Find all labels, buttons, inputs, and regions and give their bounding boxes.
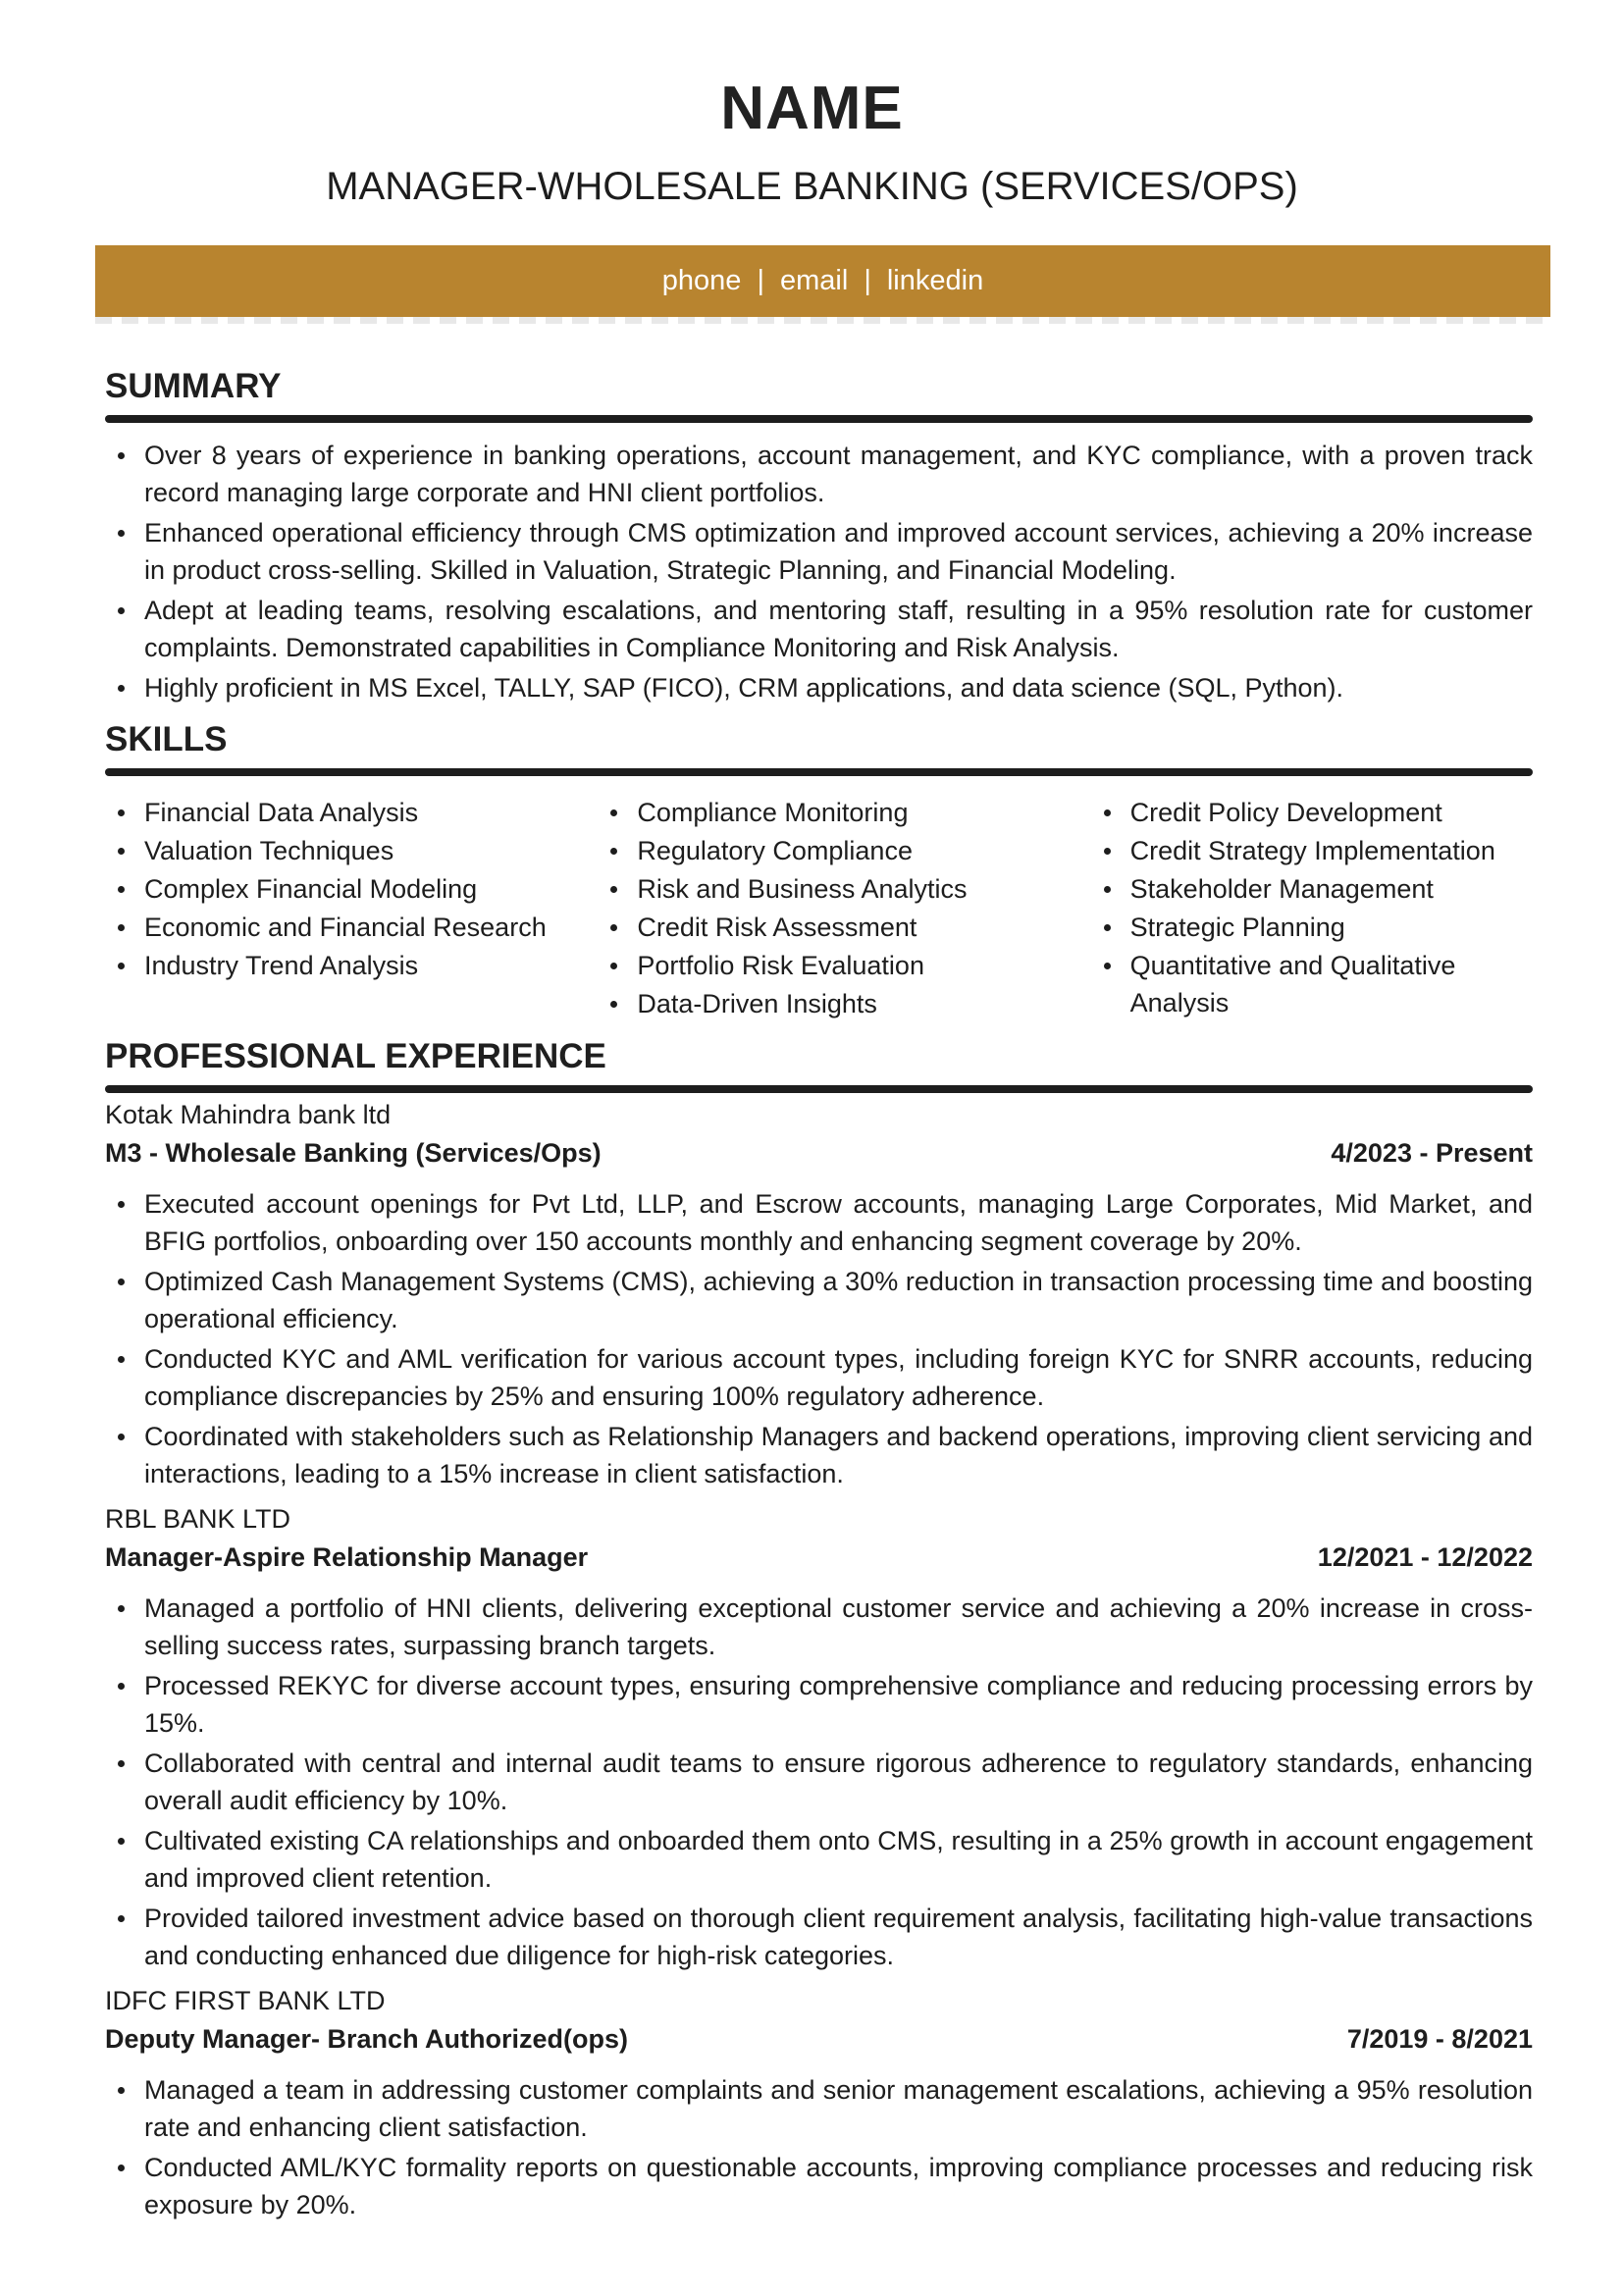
experience-section-title: PROFESSIONAL EXPERIENCE: [105, 1037, 606, 1075]
section-rule: [105, 415, 1533, 423]
job-bullet: Optimized Cash Management Systems (CMS), achieving a 30% reduction in transaction processing time and boosting operational efficiency.: [144, 1263, 1533, 1337]
job-title: Deputy Manager- Branch Authorized(ops): [105, 2024, 629, 2054]
skill-item: Compliance Monitoring: [637, 794, 1039, 831]
job-bullet: Coordinated with stakeholders such as Relationship Managers and backend operations, improving client servicing and interactions, leading to a 15% increase in client satisfaction.: [144, 1418, 1533, 1492]
job-title: Manager-Aspire Relationship Manager: [105, 1542, 589, 1572]
company-name: Kotak Mahindra bank ltd: [105, 1100, 392, 1129]
job-bullet: Collaborated with central and internal audit teams to ensure rigorous adherence to regulatory standards, enhancing overall audit efficiency by 10%.: [144, 1745, 1533, 1819]
skill-item: Portfolio Risk Evaluation: [637, 947, 1039, 984]
skill-item: Credit Strategy Implementation: [1130, 832, 1533, 869]
job-bullet: Managed a team in addressing customer complaints and senior management escalations, achieving a 95% resolution rate and enhancing client satisfaction.: [144, 2071, 1533, 2146]
section-rule: [105, 768, 1533, 776]
job-block: [105, 1984, 1533, 2223]
skill-item: Stakeholder Management: [1130, 870, 1533, 908]
skill-item: Regulatory Compliance: [637, 832, 1039, 869]
job-header: [105, 1136, 1533, 1170]
job-dates: 12/2021 - 12/2022: [1317, 1542, 1533, 1572]
summary-section-title: SUMMARY: [105, 367, 282, 405]
contact-banner: [95, 245, 1550, 317]
skills-column-1: [105, 794, 547, 1023]
job-bullet: Conducted KYC and AML verification for various account types, including foreign KYC for SNRR accounts, reducing compliance discrepancies by 25% and ensuring 100% regulatory adherence.: [144, 1340, 1533, 1415]
skill-item: Strategic Planning: [1130, 909, 1533, 946]
section-rule: [105, 1085, 1533, 1093]
job-dates: 7/2019 - 8/2021: [1346, 2024, 1533, 2054]
skills-column-3: [1091, 794, 1533, 1023]
job-bullet: Cultivated existing CA relationships and onboarded them onto CMS, resulting in a 25% growth in account engagement and improved client retention.: [144, 1822, 1533, 1897]
skills-column-2: [598, 794, 1039, 1023]
banner-dashed-divider: [95, 317, 1550, 324]
job-bullet: Executed account openings for Pvt Ltd, LLP, and Escrow accounts, managing Large Corporates, Mid Market, and BFIG portfolios, onboarding over 150 accounts monthly and enhancing segment coverage by 20%.: [144, 1185, 1533, 1260]
summary-bullet: Enhanced operational efficiency through CMS optimization and improved account services, achieving a 20% increase in product cross-selling. Skilled in Valuation, Strategic Planning, and Financial Modeling.: [144, 514, 1533, 589]
job-bullet-list: [105, 1590, 1533, 1974]
summary-bullet: Highly proficient in MS Excel, TALLY, SAP (FICO), CRM applications, and data science (SQL, Python).: [144, 669, 1533, 706]
skill-item: Economic and Financial Research: [144, 909, 547, 946]
job-title: M3 - Wholesale Banking (Services/Ops): [105, 1138, 602, 1168]
job-title-heading: MANAGER-WHOLESALE BANKING (SERVICES/OPS): [326, 165, 1298, 208]
job-block: [105, 1098, 1533, 1492]
job-block: [105, 1502, 1533, 1974]
job-bullet: Conducted AML/KYC formality reports on questionable accounts, improving compliance processes and reducing risk exposure by 20%.: [144, 2149, 1533, 2223]
company-name: RBL BANK LTD: [105, 1504, 291, 1534]
skills-section-title: SKILLS: [105, 720, 228, 758]
skills-grid: [105, 782, 1533, 1023]
summary-bullet: Over 8 years of experience in banking operations, account management, and KYC compliance, with a proven track record managing large corporate and HNI client portfolios.: [144, 437, 1533, 511]
skill-item: Quantitative and Qualitative Analysis: [1130, 947, 1533, 1021]
skill-item: Complex Financial Modeling: [144, 870, 547, 908]
skill-item: Financial Data Analysis: [144, 794, 547, 831]
skill-item: Credit Policy Development: [1130, 794, 1533, 831]
company-name: IDFC FIRST BANK LTD: [105, 1986, 386, 2015]
summary-list: [105, 437, 1533, 706]
contact-divider: |: [864, 265, 871, 296]
name-heading: NAME: [720, 75, 904, 142]
job-header: [105, 2022, 1533, 2056]
skill-item: Valuation Techniques: [144, 832, 547, 869]
job-bullet-list: [105, 1185, 1533, 1492]
skill-item: Industry Trend Analysis: [144, 947, 547, 984]
summary-bullet: Adept at leading teams, resolving escalations, and mentoring staff, resulting in a 95% resolution rate for customer complaints. Demonstrated capabilities in Compliance Monitoring and Risk Analysis.: [144, 592, 1533, 666]
job-bullet: Provided tailored investment advice based on thorough client requirement analysis, facilitating high-value transactions and conducting enhanced due diligence for high-risk categories.: [144, 1900, 1533, 1974]
skill-item: Risk and Business Analytics: [637, 870, 1039, 908]
job-bullet-list: [105, 2071, 1533, 2223]
job-bullet: Managed a portfolio of HNI clients, delivering exceptional customer service and achieving a 20% increase in cross-selling success rates, surpassing branch targets.: [144, 1590, 1533, 1664]
job-bullet: Processed REKYC for diverse account types, ensuring comprehensive compliance and reducing processing errors by 15%.: [144, 1667, 1533, 1742]
contact-divider: |: [757, 265, 764, 296]
skill-item: Credit Risk Assessment: [637, 909, 1039, 946]
phone-link[interactable]: phone: [661, 265, 742, 296]
resume-content: [105, 367, 1533, 2223]
email-link[interactable]: email: [780, 265, 849, 296]
job-dates: 4/2023 - Present: [1331, 1138, 1533, 1168]
skill-item: Data-Driven Insights: [637, 985, 1039, 1022]
linkedin-link[interactable]: linkedin: [886, 265, 984, 296]
job-header: [105, 1540, 1533, 1574]
